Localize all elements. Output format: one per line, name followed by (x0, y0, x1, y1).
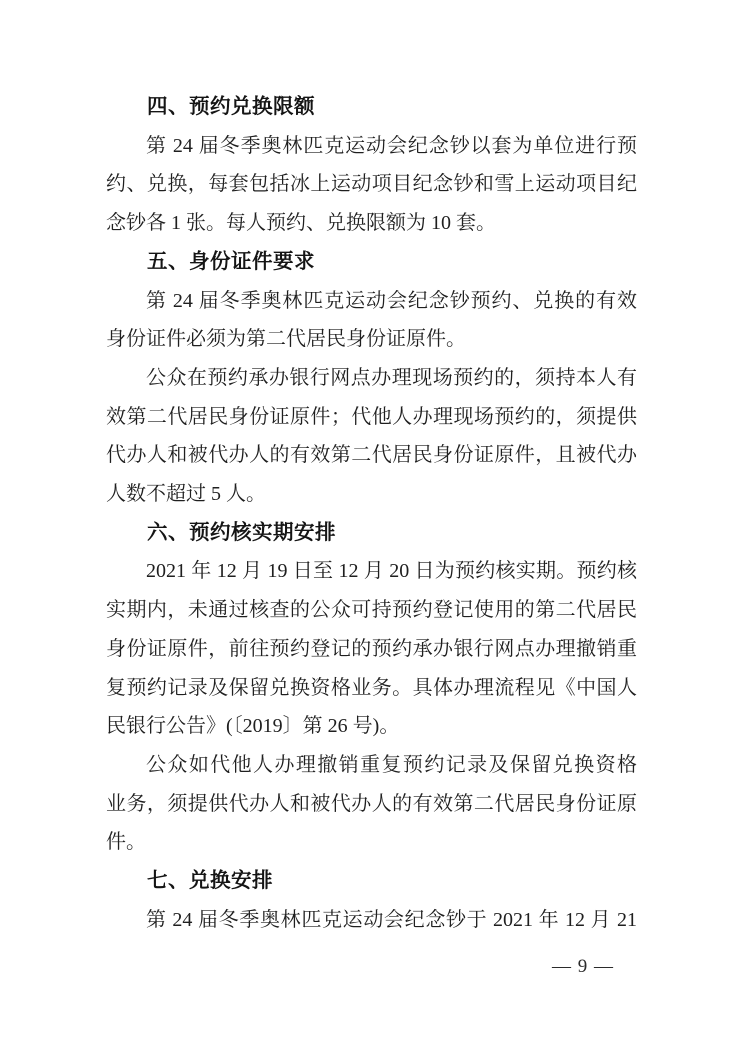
text-line: 2021 年 12 月 19 日至 12 月 20 日为预约核实期。预约核 (146, 560, 637, 583)
text-line: 念钞各 1 张。每人预约、兑换限额为 10 套。 (106, 212, 496, 235)
text-line: 第 24 届冬季奥林匹克运动会纪念钞预约、兑换的有效 (146, 289, 637, 312)
page-number: — 9 — (552, 956, 614, 977)
section-id-requirements (106, 243, 637, 514)
text-line: 效第二代居民身份证原件；代他人办理现场预约的，须提供 (106, 405, 637, 428)
section-heading: 四、预约兑换限额 (147, 95, 315, 118)
text-line: 复预约记录及保留兑换资格业务。具体办理流程见《中国人 (106, 676, 637, 699)
paragraph (106, 901, 637, 940)
paragraph (106, 746, 637, 862)
section-exchange-arrangement (106, 862, 637, 939)
text-line: 业务，须提供代办人和被代办人的有效第二代居民身份证原 (106, 792, 637, 815)
text-line: 第 24 届冬季奥林匹克运动会纪念钞以套为单位进行预 (146, 134, 637, 157)
text-line: 人数不超过 5 人。 (106, 483, 266, 506)
text-line: 民银行公告》(〔2019〕第 26 号)。 (106, 715, 400, 738)
section-heading: 六、预约核实期安排 (147, 520, 336, 544)
text-line: 实期内，未通过核查的公众可持预约登记使用的第二代居民 (106, 599, 637, 622)
section-heading: 七、兑换安排 (147, 869, 273, 893)
paragraph (106, 282, 637, 359)
paragraph (106, 127, 637, 243)
text-line: 身份证件必须为第二代居民身份证原件。 (106, 328, 466, 351)
text-line: 代办人和被代办人的有效第二代居民身份证原件，且被代办 (106, 444, 637, 467)
text-line: 件。 (106, 831, 146, 854)
section-reservation-exchange-limit (106, 88, 637, 243)
paragraph (106, 552, 637, 746)
document-content (106, 88, 637, 939)
text-line: 公众在预约承办银行网点办理现场预约的，须持本人有 (146, 366, 637, 389)
text-line: 身份证原件，前往预约登记的预约承办银行网点办理撤销重 (106, 637, 637, 660)
text-line: 第 24 届冬季奥林匹克运动会纪念钞于 2021 年 12 月 21 (146, 908, 637, 931)
section-verification-period (106, 514, 637, 862)
text-line: 公众如代他人办理撤销重复预约记录及保留兑换资格 (146, 753, 637, 776)
paragraph (106, 359, 637, 514)
section-heading: 五、身份证件要求 (147, 249, 315, 273)
text-line: 约、兑换，每套包括冰上运动项目纪念钞和雪上运动项目纪 (106, 173, 637, 196)
